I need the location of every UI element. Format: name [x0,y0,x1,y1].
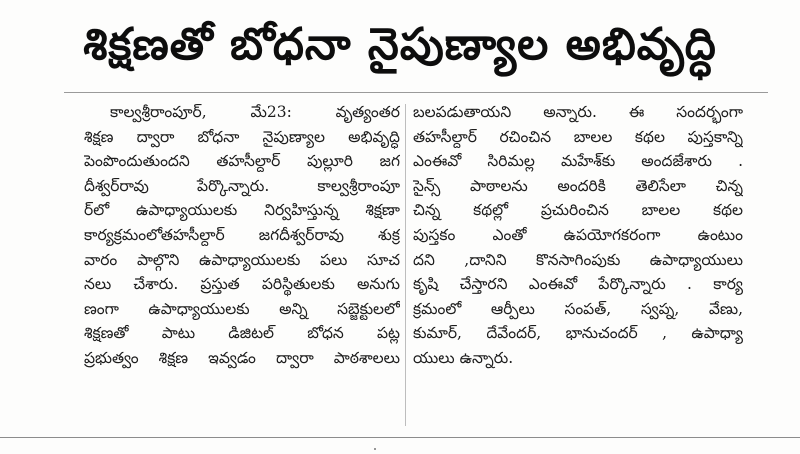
column-line: కుమార్, దేవేందర్, భానుచందర్ , ఉపాధ్యా [413,324,743,343]
column-line: దని ,దానిని కొనసాగింపుకు ఉపాధ్యాయులు [413,250,743,269]
column-line: దీశ్వర్‌రావు పేర్కొన్నారు. కాల్వశ్రీరాంపూ [84,176,400,195]
bottom-divider [0,437,800,438]
column-line: యులు ఉన్నారు. [413,348,514,367]
article-column-right [413,100,743,371]
column-line: శిక్షణతో పాటు డిజిటల్ బోధన పట్ల [84,324,400,343]
column-line: నలు చేశారు. ప్రస్తుత పరిస్థితులకు అనుగు [84,275,400,294]
column-line: సైన్స్ పాఠాలను అందరికి తెలిసేలా చిన్న [413,176,743,195]
column-line: ర్‌లో ఉపాధ్యాయులకు నిర్వహిస్తున్న శిక్షణా [84,201,400,220]
column-line: పెంపొందుతుందని తహసీల్దార్ పుల్లూరి జగ [84,152,400,171]
print-speck [374,448,376,450]
column-line: కాల్వశ్రీరాంపూర్, మే23: వృత్యంతర [110,103,400,121]
column-line: తహసీల్దార్ రచించిన బాలల కథల పుస్తకాన్ని [413,127,743,146]
column-line: ప్రభుత్వం శిక్షణ ఇవ్వడం ద్వారా పాఠశాలలు [84,348,400,367]
column-line: వారం పాల్గొని ఉపాధ్యాయులకు పలు సూచ [84,250,400,269]
article-headline: శిక్షణతో బోధనా నైపుణ్యాల అభివృద్ధి [83,19,717,70]
column-line: పుస్తకం ఎంతో ఉపయోగకరంగా ఉంటుం [413,225,743,244]
column-line: ణంగా ఉపాధ్యాయులకు అన్ని సబ్జెక్టులలో [84,299,400,318]
column-line: కార్యక్రమంలోతహసీల్దార్ జగదీశ్వర్‌రావు శుక్ర [84,225,400,244]
article-column-left [84,100,400,371]
column-line: బలపడుతాయని అన్నారు. ఈ సందర్భంగా [413,103,743,121]
column-line: శిక్షణ ద్వారా బోధనా నైపుణ్యాల అభివృద్ధి [84,127,400,146]
column-line: ఎంఈవో సిరిమల్ల మహేశ్‌కు అందజేశారు . [413,152,743,171]
headline-divider [64,92,768,93]
column-line: చిన్న కథల్లో ప్రచురించిన బాలల కథల [413,201,743,220]
column-line: కృషి చేస్తారని ఎంఈవో పేర్కొన్నారు . కార్య [413,275,743,294]
column-line: క్రమంలో ఆర్పీలు సంపత్, స్వప్న, వేణు, [413,299,743,318]
column-divider [405,104,406,426]
